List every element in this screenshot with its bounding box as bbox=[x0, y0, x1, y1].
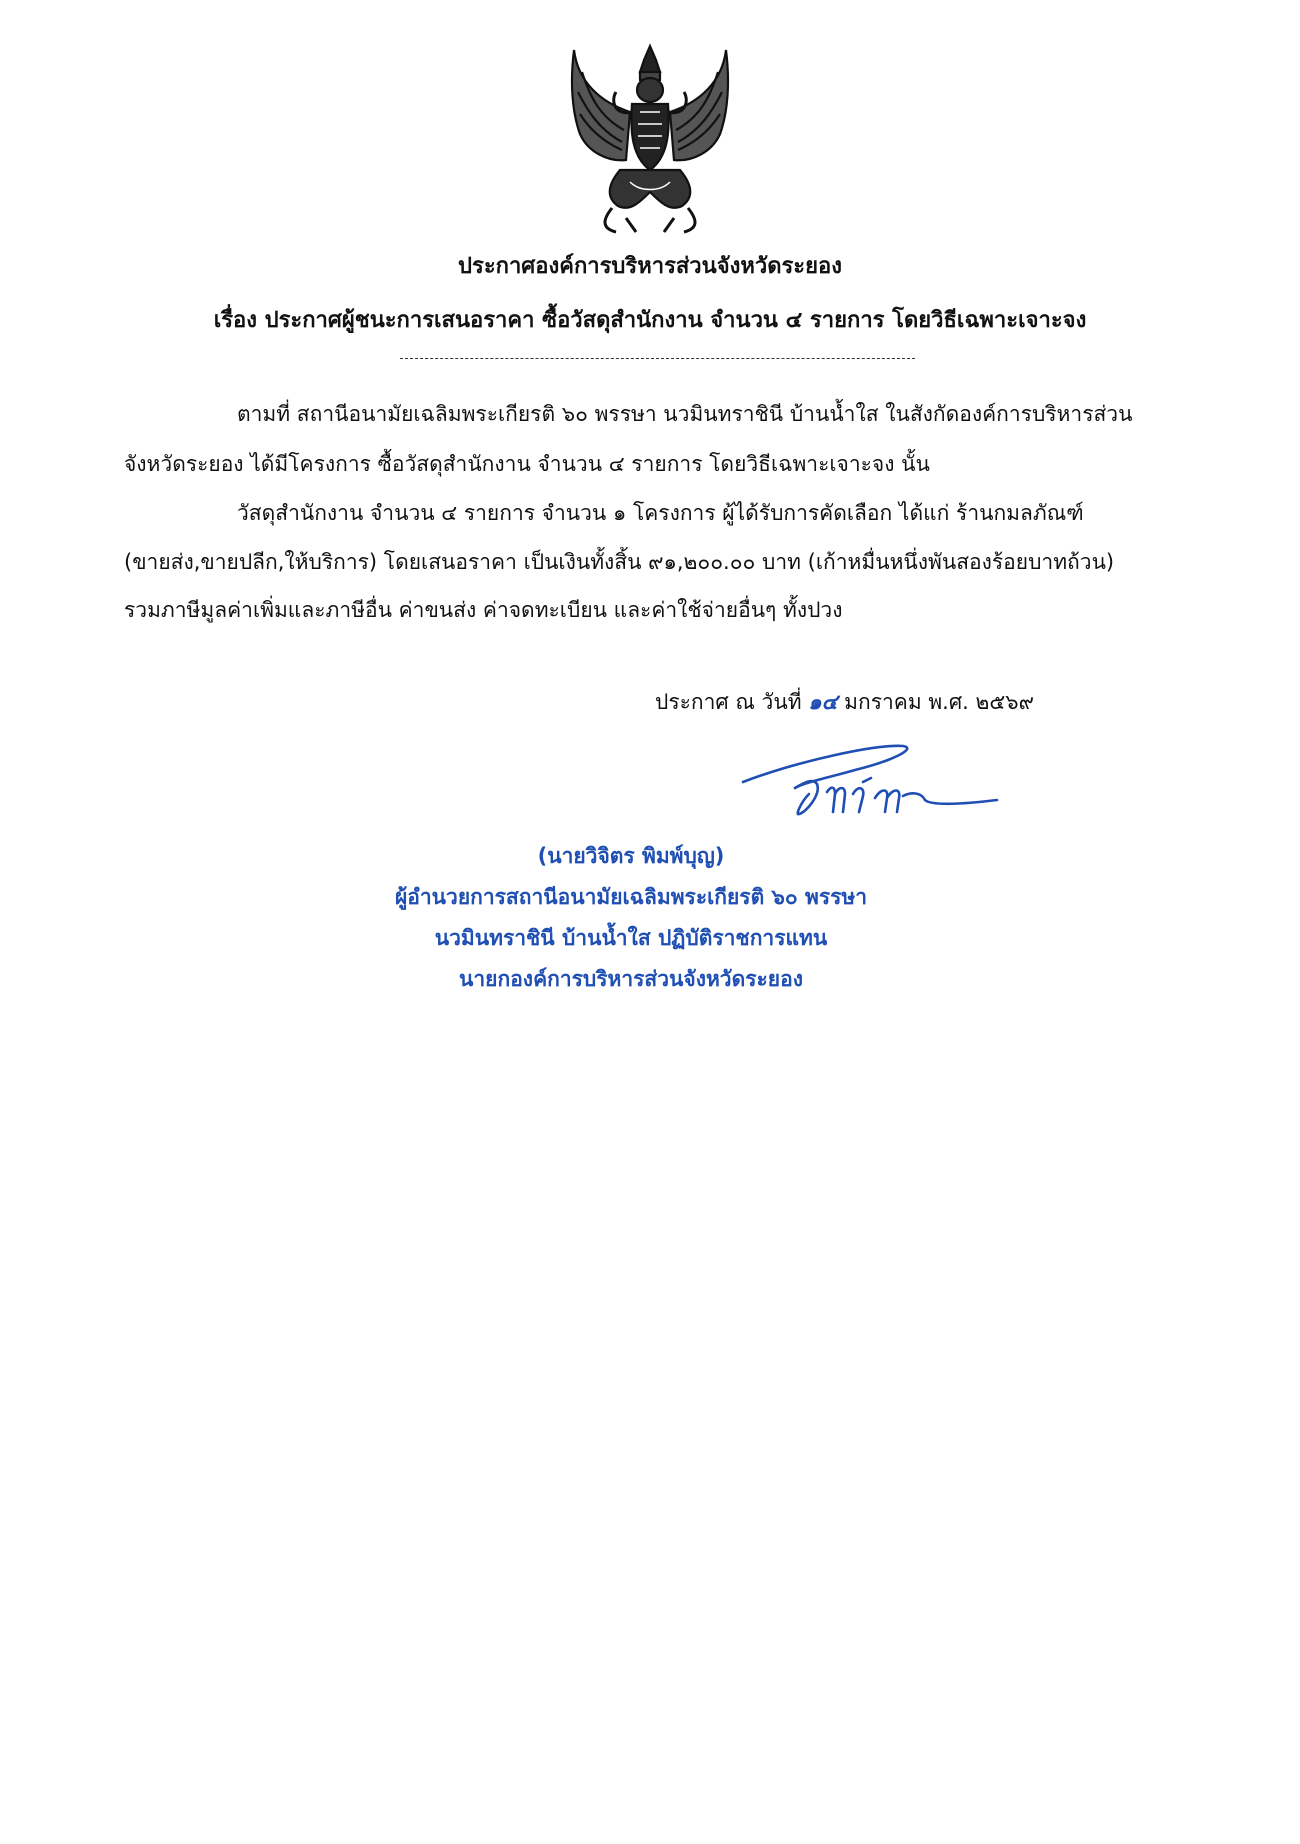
paragraph-1-line-2: จังหวัดระยอง ได้มีโครงการ ซื้อวัสดุสำนักงาน จำนวน ๔ รายการ โดยวิธีเฉพาะเจาะจง นั้น bbox=[124, 452, 930, 476]
subject-line: เรื่อง ประกาศผู้ชนะการเสนอราคา ซื้อวัสดุสำนักงาน จำนวน ๔ รายการ โดยวิธีเฉพาะเจาะจง bbox=[213, 308, 1087, 333]
signatory-position-line-2: นวมินทราชินี บ้านน้ำใส ปฏิบัติราชการแทน bbox=[434, 926, 828, 950]
page-title: ประกาศองค์การบริหารส่วนจังหวัดระยอง bbox=[458, 254, 842, 279]
date-prefix: ประกาศ ณ วันที่ bbox=[655, 690, 809, 714]
paragraph-2-line-3: รวมภาษีมูลค่าเพิ่มและภาษีอื่น ค่าขนส่ง ค่าจดทะเบียน และค่าใช้จ่ายอื่นๆ ทั้งปวง bbox=[124, 598, 843, 622]
date-day: ๑๔ bbox=[808, 690, 838, 714]
paragraph-2-line-1: วัสดุสำนักงาน จำนวน ๔ รายการ จำนวน ๑ โครงการ ผู้ได้รับการคัดเลือก ได้แก่ ร้านกมลภัณฑ์ bbox=[237, 501, 1084, 525]
signatory-position-line-3: นายกองค์การบริหารส่วนจังหวัดระยอง bbox=[459, 967, 803, 991]
announcement-date bbox=[655, 686, 1034, 719]
divider bbox=[400, 358, 915, 359]
paragraph-1-line-1: ตามที่ สถานีอนามัยเฉลิมพระเกียรติ ๖๐ พรรษา นวมินทราชินี บ้านน้ำใส ในสังกัดองค์การบริหารส่วน bbox=[237, 402, 1133, 426]
paragraph-2-line-2: (ขายส่ง,ขายปลีก,ให้บริการ) โดยเสนอราคา เป็นเงินทั้งสิ้น ๙๑,๒๐๐.๐๐ บาท (เก้าหมื่นหนึ่งพันสองร้อยบาทถ้วน) bbox=[124, 550, 1115, 574]
garuda-emblem-icon bbox=[560, 42, 740, 238]
date-suffix: มกราคม พ.ศ. ๒๕๖๙ bbox=[837, 690, 1034, 714]
signatory-name: (นายวิจิตร พิมพ์บุญ) bbox=[537, 844, 725, 868]
signatory-position-line-1: ผู้อำนวยการสถานีอนามัยเฉลิมพระเกียรติ ๖๐ พรรษา bbox=[394, 885, 868, 909]
handwritten-signature bbox=[735, 742, 1005, 820]
